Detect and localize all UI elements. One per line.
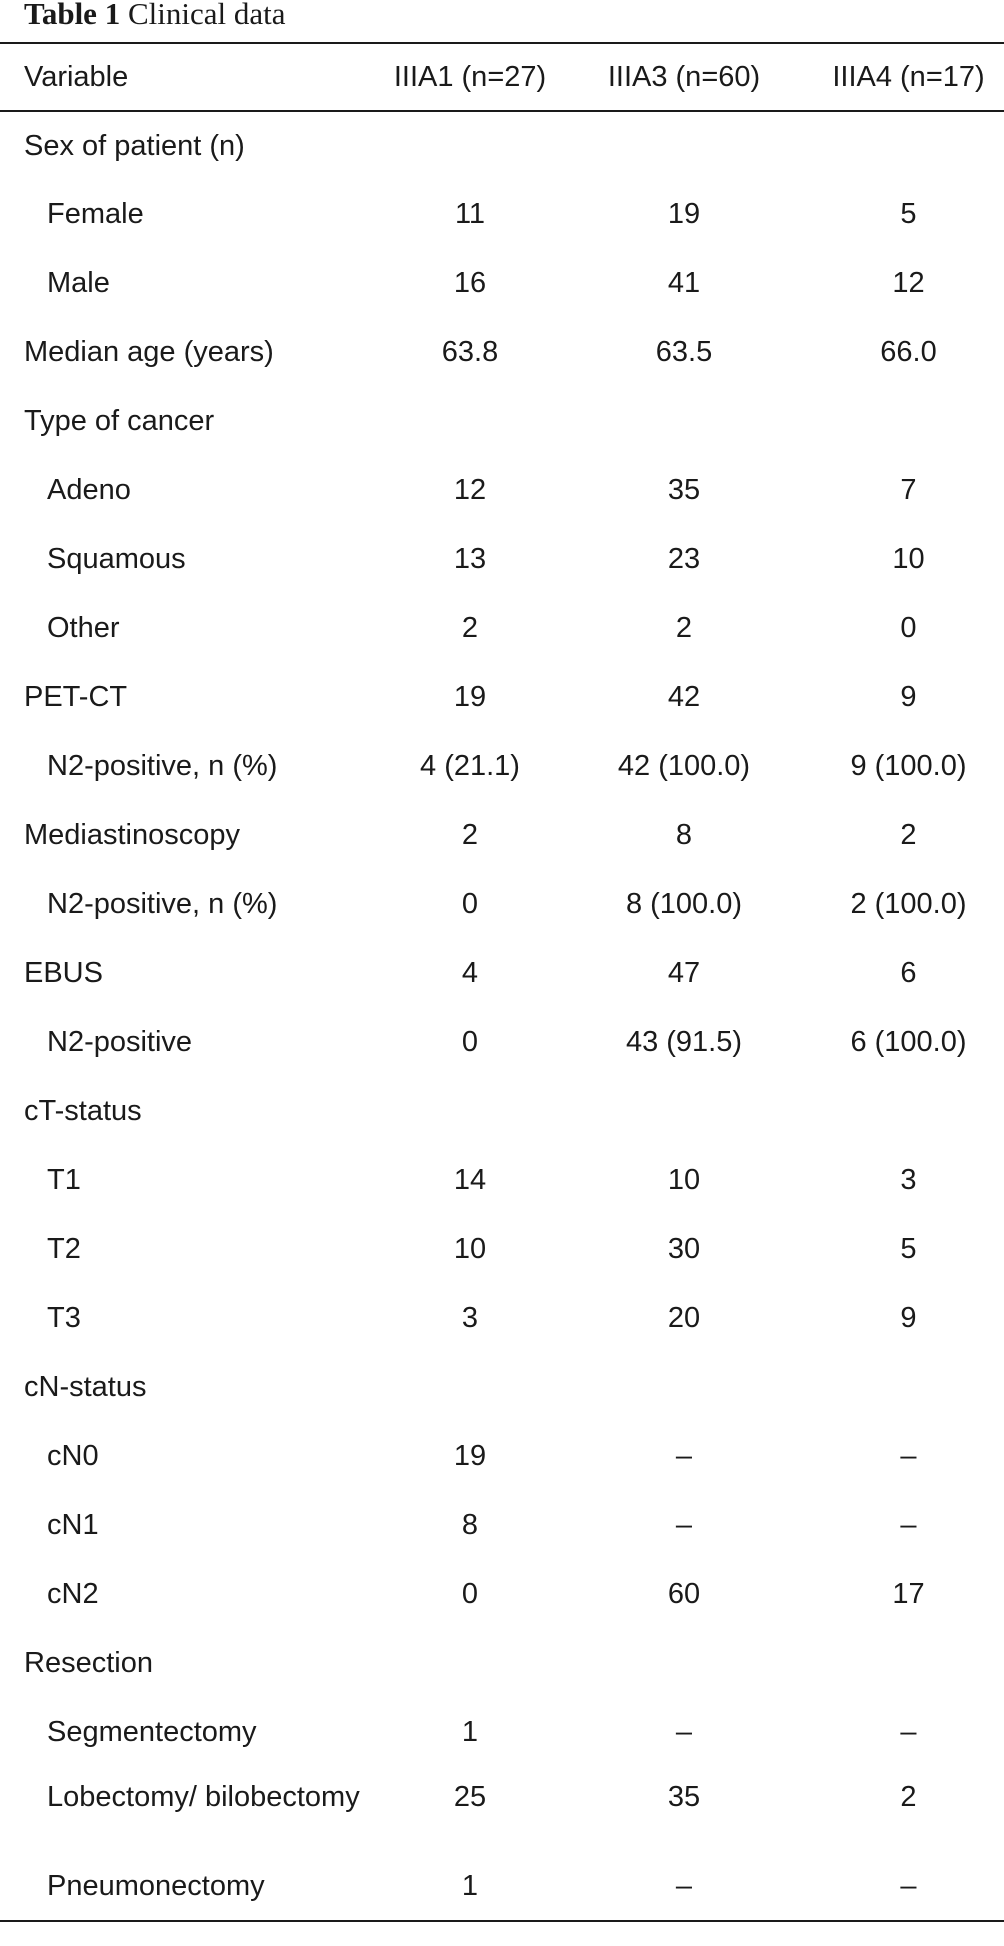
row-label: cN0	[47, 1440, 99, 1472]
cell-group-2: 60	[667, 1578, 701, 1610]
table-row	[0, 249, 1004, 318]
cell-group-1: 25	[453, 1781, 487, 1813]
cell-group-2: 47	[667, 957, 701, 989]
cell-group-2	[555, 111, 813, 180]
cell-group-2: 41	[667, 267, 701, 299]
table-row	[0, 732, 1004, 801]
table-row	[0, 1698, 1004, 1767]
cell-group-3: 5	[900, 1233, 917, 1265]
cell-group-2: –	[675, 1440, 693, 1472]
row-label: cN1	[47, 1509, 99, 1541]
cell-group-2: 8 (100.0)	[625, 888, 743, 920]
cell-group-2: 42 (100.0)	[617, 750, 751, 782]
clinical-data-table	[0, 42, 1004, 1922]
table-row	[0, 1077, 1004, 1146]
cell-group-1: 8	[461, 1509, 479, 1541]
header-group-iiia1: IIIA1 (n=27)	[385, 43, 555, 111]
cell-group-3: 7	[900, 474, 917, 506]
cell-group-1: 10	[453, 1233, 487, 1265]
table-row	[0, 1491, 1004, 1560]
table-row	[0, 525, 1004, 594]
header-group-iiia3: IIIA3 (n=60)	[555, 43, 813, 111]
cell-group-1	[385, 1629, 555, 1698]
cell-group-1	[385, 1077, 555, 1146]
cell-group-2: 35	[667, 1781, 701, 1813]
cell-group-3: 9	[900, 1302, 917, 1334]
cell-group-1: 2	[461, 612, 479, 644]
cell-group-3: –	[813, 1852, 1004, 1921]
table-row	[0, 1852, 1004, 1921]
cell-group-2: 63.5	[655, 336, 713, 368]
row-label: Female	[47, 198, 144, 230]
cell-group-3: 2	[900, 1781, 917, 1813]
row-label: Resection	[24, 1647, 153, 1679]
cell-group-3: –	[900, 1716, 917, 1748]
cell-group-2: 19	[667, 198, 701, 230]
table-row	[0, 387, 1004, 456]
cell-group-2: –	[675, 1509, 693, 1541]
row-label: T1	[47, 1164, 81, 1196]
cell-group-1: 4	[461, 957, 479, 989]
table-row	[0, 1215, 1004, 1284]
row-label: PET-CT	[24, 681, 128, 713]
cell-group-1: 63.8	[441, 336, 499, 368]
cell-group-2: 35	[667, 474, 701, 506]
cell-group-3	[813, 1077, 1004, 1146]
table-row	[0, 1353, 1004, 1422]
table-caption-title: Clinical data	[127, 0, 286, 31]
cell-group-1: 1	[461, 1716, 479, 1748]
table-row	[0, 1146, 1004, 1215]
row-label: Other	[47, 612, 120, 644]
cell-group-3	[813, 1353, 1004, 1422]
cell-group-3: 6 (100.0)	[850, 1026, 967, 1058]
cell-group-3	[813, 111, 1004, 180]
row-label: cT-status	[24, 1095, 142, 1127]
cell-group-2: 23	[667, 543, 701, 575]
table-row	[0, 801, 1004, 870]
table-header-row	[0, 43, 1004, 111]
cell-group-3: 9	[900, 681, 917, 713]
cell-group-2: 43 (91.5)	[625, 1026, 743, 1058]
row-label: Male	[47, 267, 110, 299]
cell-group-1: 1	[385, 1852, 555, 1921]
cell-group-2: 2	[675, 612, 693, 644]
cell-group-1: 14	[453, 1164, 487, 1196]
row-label: EBUS	[24, 957, 103, 989]
row-label: Pneumonectomy	[0, 1852, 385, 1921]
table-row	[0, 180, 1004, 249]
cell-group-2: –	[675, 1716, 693, 1748]
table-row	[0, 111, 1004, 180]
cell-group-1: 11	[454, 198, 486, 230]
cell-group-3: 2	[900, 819, 917, 851]
cell-group-3: 12	[892, 267, 925, 299]
header-variable: Variable	[0, 43, 385, 111]
cell-group-2: –	[555, 1852, 813, 1921]
table-row	[0, 870, 1004, 939]
cell-group-1: 3	[461, 1302, 479, 1334]
cell-group-3: 17	[892, 1578, 925, 1610]
cell-group-3: 6	[900, 957, 917, 989]
cell-group-3: –	[900, 1509, 917, 1541]
table-row	[0, 1767, 1004, 1852]
cell-group-2	[555, 1629, 813, 1698]
table-row	[0, 939, 1004, 1008]
cell-group-2	[555, 1077, 813, 1146]
cell-group-1: 19	[453, 681, 487, 713]
table-row	[0, 1629, 1004, 1698]
table-row	[0, 1422, 1004, 1491]
row-label: Segmentectomy	[47, 1716, 257, 1748]
cell-group-2	[555, 387, 813, 456]
row-label: Mediastinoscopy	[24, 819, 240, 851]
cell-group-1: 2	[461, 819, 479, 851]
cell-group-2	[555, 1353, 813, 1422]
cell-group-3	[813, 1629, 1004, 1698]
table-row	[0, 318, 1004, 387]
cell-group-2: 20	[667, 1302, 701, 1334]
row-label: T3	[47, 1302, 81, 1334]
cell-group-1: 13	[453, 543, 487, 575]
cell-group-1: 4 (21.1)	[420, 750, 520, 782]
table-caption	[24, 0, 285, 32]
table-header	[0, 43, 1004, 111]
cell-group-3: 10	[892, 543, 925, 575]
header-group-iiia4: IIIA4 (n=17)	[813, 43, 1004, 111]
cell-group-1: 0	[461, 1578, 479, 1610]
cell-group-3	[813, 387, 1004, 456]
row-label: cN2	[47, 1578, 99, 1610]
row-label: Median age (years)	[24, 336, 274, 368]
cell-group-2: 8	[675, 819, 693, 851]
row-label: Adeno	[47, 474, 131, 506]
table-caption-label: Table 1	[24, 0, 121, 31]
row-label: Type of cancer	[24, 405, 215, 437]
cell-group-1: 19	[453, 1440, 487, 1472]
row-label: T2	[47, 1233, 81, 1265]
table-row	[0, 1284, 1004, 1353]
row-label: N2-positive, n (%)	[47, 750, 278, 782]
cell-group-2: 42	[667, 681, 701, 713]
table-row	[0, 1560, 1004, 1629]
cell-group-1: 12	[453, 474, 487, 506]
cell-group-1: 0	[461, 888, 479, 920]
cell-group-3: 5	[900, 198, 917, 230]
cell-group-1	[385, 111, 555, 180]
row-label: N2-positive	[47, 1026, 193, 1058]
row-label: Lobectomy/ bilobectomy	[47, 1781, 360, 1813]
cell-group-1	[385, 387, 555, 456]
cell-group-2: 30	[667, 1233, 701, 1265]
row-label: N2-positive, n (%)	[47, 888, 278, 920]
cell-group-1: 16	[453, 267, 487, 299]
row-label: Squamous	[47, 543, 186, 575]
cell-group-1: 0	[461, 1026, 479, 1058]
cell-group-3: 3	[900, 1164, 917, 1196]
cell-group-2: 10	[667, 1164, 701, 1196]
row-label: Sex of patient (n)	[24, 129, 245, 162]
table-row	[0, 456, 1004, 525]
cell-group-3: 66.0	[880, 336, 937, 368]
table-body	[0, 111, 1004, 1921]
cell-group-1	[385, 1353, 555, 1422]
table-row	[0, 663, 1004, 732]
table-row	[0, 1008, 1004, 1077]
cell-group-3: 9 (100.0)	[850, 750, 967, 782]
cell-group-3: –	[900, 1440, 917, 1472]
cell-group-3: 0	[900, 612, 917, 644]
table-row	[0, 594, 1004, 663]
cell-group-3: 2 (100.0)	[850, 888, 967, 920]
row-label: cN-status	[24, 1371, 147, 1403]
